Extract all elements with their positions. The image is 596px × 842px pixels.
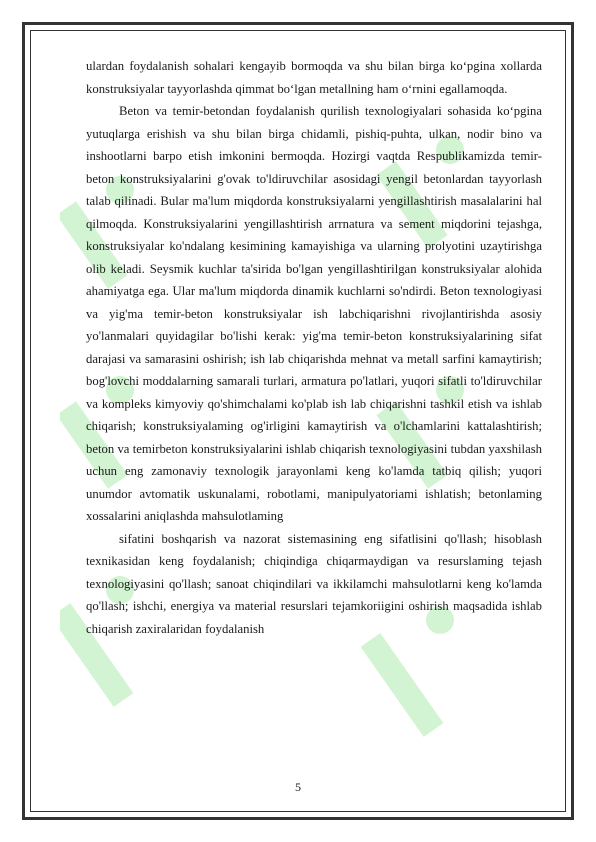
paragraph-3: sifatini boshqarish va nazorat sistemasining eng sifatlisini qo'llash; hisoblash texnikasidan keng foydalanish; chiqindiga chiqarmaydigan va resurslaming tejash texnologiyasini qo'llash; sanoat chiqindilari va ikkilamchi mahsulotlarni keng ko'lamda qo'llash; ishchi, energiya va material resurslari tejamkoriigini oshirish maqsadida ishlab chiqarish zaxiralaridan foydalanish: [86, 531, 542, 636]
page-number: 5: [295, 780, 301, 794]
paragraph-2: Beton va temir-betondan foydalanish qurilish texnologiyalari sohasida ko‘pgina yutuqlarga erishish va shu bilan birga chidamli, pishiq-puhta, ulkan, nodir bino va inshootlarni barpo etish imkonini bermoqda. Hozirgi vaqtda Respublikamizda temir-beton konstruksiyalarini g'ovak to'ldiruvchilar asosidagi yengil betonlardan tayyorlash talab qilinadi. Bular ma'lum miqdorda konstruksiyalarni yengillashtirish masalalarini hal qilmoqda. Konstruksiyalarini yengillashtirish arrnatura va sement miqdorini tejashga, konstruksiyalar ko'ndalang kesimining kamayishiga va ularning prolyotini uzaytirishga olib keladi. Seysmik kuchlar ta'sirida bo'lgan yengillashtirilgan konstruksiyalar alohida ahamiyatga ega. Ular ma'lum miqdorda dinamik kuchlarni so'ndirdi. Beton texnologiyasi va yig'ma temir-beton konstruksiyalar ish labchiqarishni rivojlantirishda asosiy yo'lanmalari quyidagilar bo'lishi kerak: yig'ma temir-beton konstruksiyalarining sifat darajasi va samarasini oshirish; ish lab chiqarishda mehnat va metall sarfini kamaytirish; bog'lovchi moddalarning samarali turlari, armatura po'latlari, yuqori sifatli to'ldiruvchilar va kompleks kimyoviy qo'shimchalami ko'plab ish lab chiqarishni tashkil etish va ishlab chiqarish; konstruksiyalaming og'irligini kamaytirish va o'lchamlarini kattalashtirish; beton va temirbeton konstruksiyalarini ishlab chiqarish texnologiyasini tubdan yaxshilash uchun eng zamonaviy texnologik jarayonlami keng ko'lamda tatbiq qilish; yuqori unumdor avtomatik uskunalami, robotlami, manipulyatoriami ishlatish; betonlaming xossalarini aniqlashda mahsulotlaming: [86, 104, 542, 523]
document-body: [86, 55, 542, 640]
paragraph-1: ulardan foydalanish sohalari kengayib bormoqda va shu bilan birga ko‘pgina xollarda konstruksiyalar tayyorlashda qimmat bo‘lgan metallning ham o‘rnini egallamoqda.: [86, 59, 542, 96]
